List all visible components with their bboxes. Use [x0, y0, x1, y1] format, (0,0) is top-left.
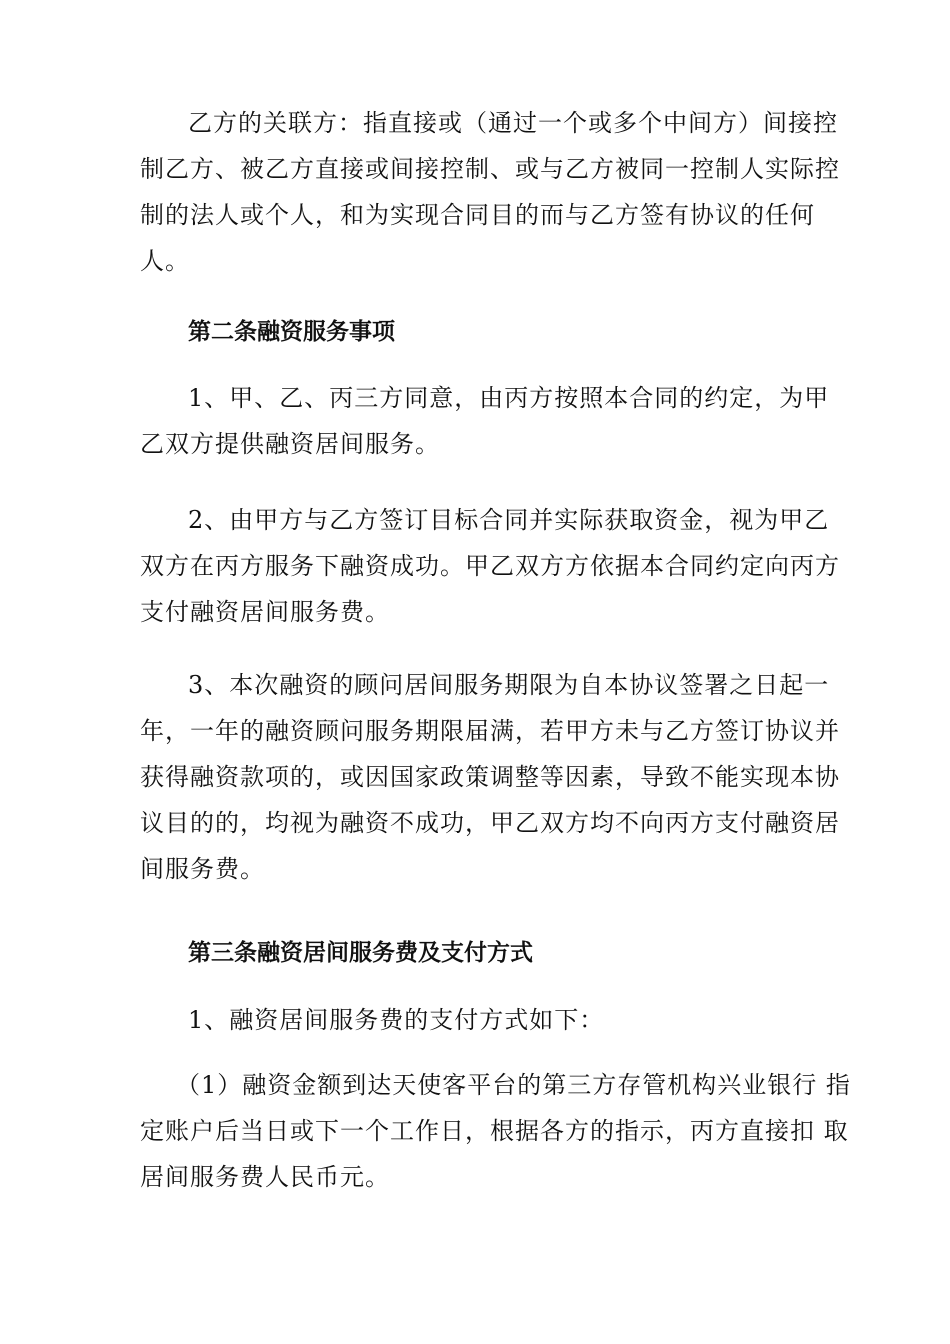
- paragraph-line: 1、甲、乙、丙三方同意，由丙方按照本合同的约定，为甲: [188, 384, 830, 412]
- paragraph-line: 乙双方提供融资居间服务。: [140, 430, 440, 458]
- paragraph-article-2-item-2: [140, 497, 840, 635]
- paragraph-affiliate-definition: [140, 100, 840, 284]
- paragraph-line: 获得融资款项的，或因国家政策调整等因素，导致不能实现本协: [140, 763, 840, 791]
- paragraph-line: 制乙方、被乙方直接或间接控制、或与乙方被同一控制人实际控: [140, 155, 840, 183]
- paragraph-line: 2、由甲方与乙方签订目标合同并实际获取资金，视为甲乙: [188, 506, 830, 534]
- paragraph-article-2-item-3: [140, 662, 840, 892]
- paragraph-line: 支付融资居间服务费。: [140, 598, 390, 626]
- paragraph-article-3-item-1: [140, 997, 604, 1043]
- paragraph-line: 间服务费。: [140, 855, 265, 883]
- paragraph-article-3-subitem-1: [140, 1062, 851, 1200]
- paragraph-line: 居间服务费人民币元。: [140, 1163, 390, 1191]
- paragraph-line: 3、本次融资的顾问居间服务期限为自本协议签署之日起一: [188, 671, 830, 699]
- paragraph-line: 定账户后当日或下一个工作日，根据各方的指示，丙方直接扣 取: [140, 1117, 849, 1145]
- paragraph-line: 年，一年的融资顾问服务期限届满，若甲方未与乙方签订协议并: [140, 717, 840, 745]
- paragraph-line: 人。: [140, 247, 190, 275]
- paragraph-line: 乙方的关联方：指直接或（通过一个或多个中间方）间接控: [188, 109, 838, 137]
- paragraph-line: （1）融资金额到达天使客平台的第三方存管机构兴业银行 指: [176, 1071, 851, 1099]
- paragraph-article-2-item-1: [140, 375, 829, 467]
- paragraph-line: 1、融资居间服务费的支付方式如下：: [188, 1006, 605, 1034]
- paragraph-line: 制的法人或个人，和为实现合同目的而与乙方签有协议的任何: [140, 201, 815, 229]
- paragraph-line: 议目的的，均视为融资不成功，甲乙双方均不向丙方支付融资居: [140, 809, 840, 837]
- section-heading-article-3: 第三条融资居间服务费及支付方式: [188, 940, 533, 966]
- paragraph-line: 双方在丙方服务下融资成功。甲乙双方方依据本合同约定向丙方: [140, 552, 840, 580]
- section-heading-article-2: 第二条融资服务事项: [188, 319, 395, 345]
